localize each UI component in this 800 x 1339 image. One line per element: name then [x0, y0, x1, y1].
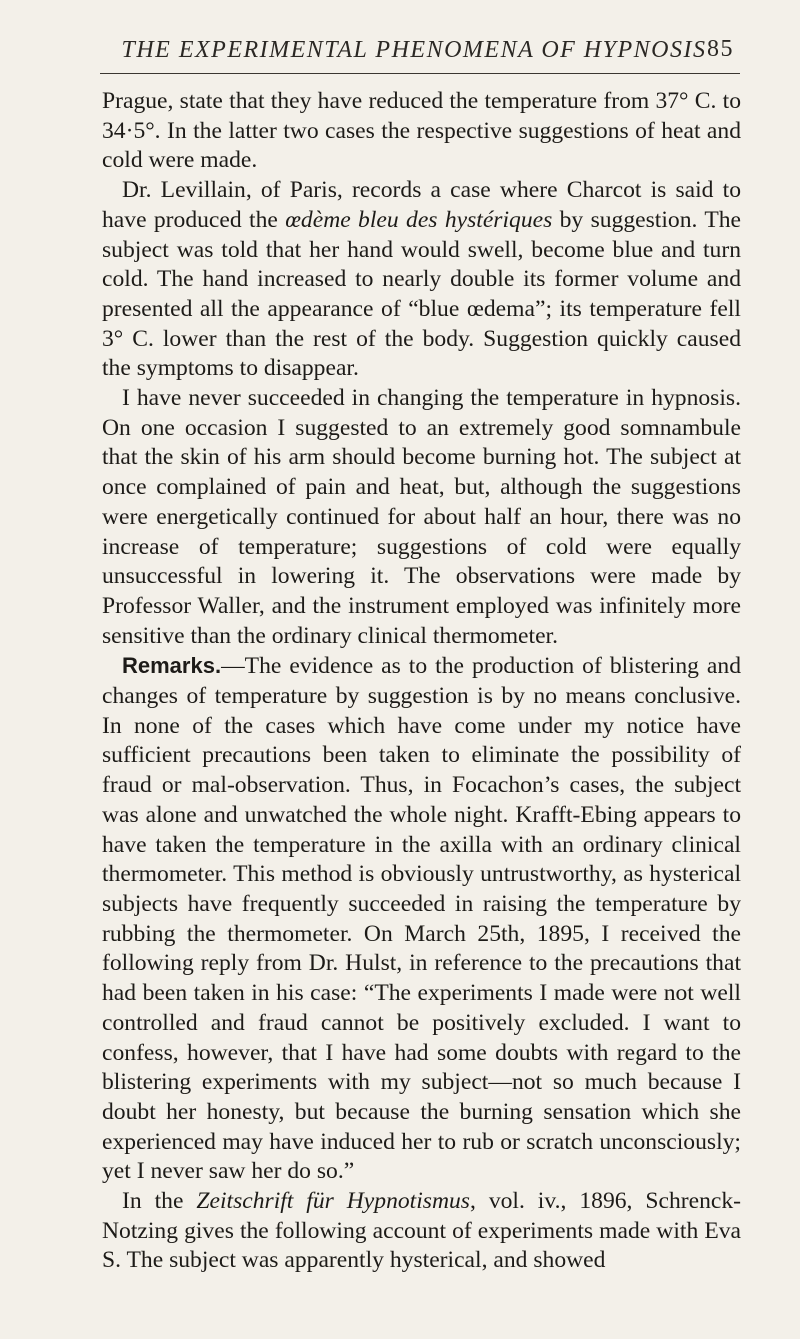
paragraph-zeitschrift	[102, 1187, 741, 1276]
italic-term: œdème bleu des hystériques	[285, 206, 553, 233]
paragraph-text: In the	[122, 1188, 197, 1215]
italic-journal-title: Zeitschrift für Hypnotismus	[196, 1188, 470, 1215]
paragraph-continuation: Prague, state that they have reduced the temperature from 37° C. to 34·5°. In the latter two cases the respective suggestions of heat and cold were made.	[102, 88, 741, 174]
paragraph-text: by suggestion. The subject was told that her hand would swell, become blue and turn cold. The hand increased to nearly double its former volume and presented all the appearance of “blue œdema”; its temperature fell 3° C. lower than the rest of the body. Suggestion quickly caused the symptoms to disappear.	[102, 206, 741, 382]
body-text	[102, 87, 741, 1276]
paragraph-remarks	[102, 651, 741, 1187]
paragraph-author-experiment: I have never succeeded in changing the temperature in hypnosis. On one occasion I suggested to an extremely good somnambule that the skin of his arm should become burning hot. The subject at once complained of pain and heat, but, although the suggestions were energetically continued for about half an hour, there was no increase of temperature; suggestions of cold were equally unsuccessful in lowering it. The observations were made by Professor Waller, and the instrument employed was infinitely more sensitive than the ordinary clinical thermometer.	[102, 385, 741, 649]
remarks-heading: Remarks.	[122, 653, 222, 679]
header-rule	[100, 73, 740, 74]
running-title: THE EXPERIMENTAL PHENOMENA OF HYPNOSIS	[121, 36, 707, 63]
paragraph-text: Dr. Levillain, of Paris, records a case where Charcot is said to have produced the	[102, 177, 741, 233]
page-number: 85	[707, 36, 734, 62]
paragraph-text: , vol. iv., 1896, Schrenck-Notzing gives the following account of experiments made with Eva S. The subject was apparently hysterical, and showed	[102, 1188, 742, 1274]
running-head	[94, 32, 734, 68]
paragraph-text: —The evidence as to the production of blistering and changes of temperature by suggestion is by no means conclusive. In none of the cases which have come under my notice have sufficient precautions been taken to eliminate the possibility of fraud or mal-observation. Thus, in Focachon’s cases, the subject was alone and unwatched the whole night. Krafft-Ebing appears to have taken the temperature in the axilla with an ordinary clinical thermometer. This method is obviously untrustworthy, as hysterical subjects have frequently succeeded in raising the temperature by rubbing the thermometer. On March 25th, 1895, I received the following reply from Dr. Hulst, in reference to the precautions that had been taken in his case: “The experiments I made were not well controlled and fraud cannot be positively excluded. I want to confess, however, that I have had some doubts with regard to the blistering experiments with my subject—not so much because I doubt her honesty, but because the burning sensation which she experienced may have induced her to rub or scratch unconsciously; yet I never saw her do so.”	[102, 653, 741, 1185]
paragraph-levillain	[102, 176, 741, 384]
